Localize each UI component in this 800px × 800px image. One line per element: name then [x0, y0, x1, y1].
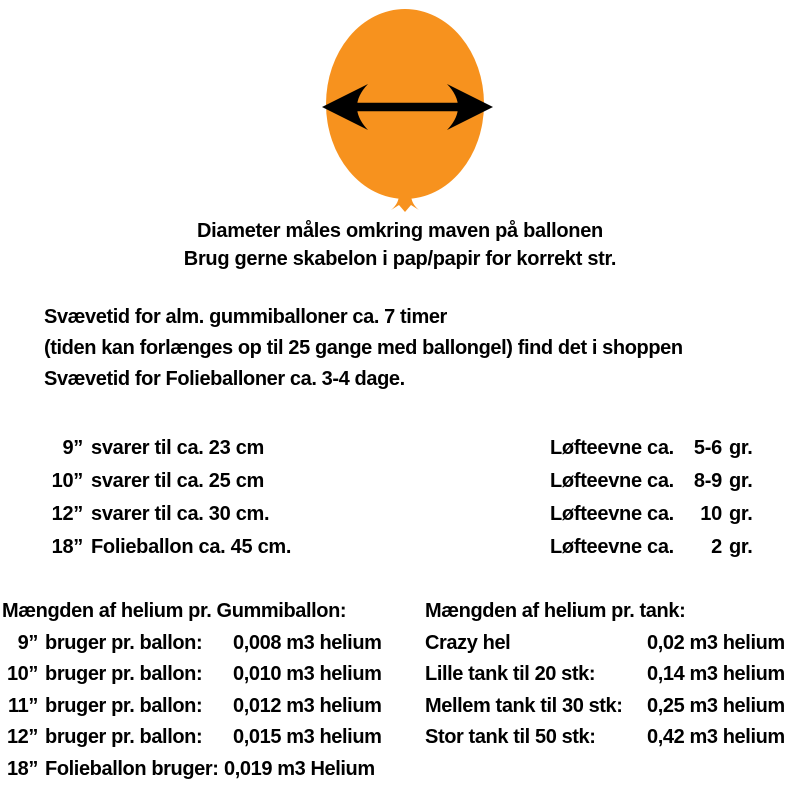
- balloon-size-inches: 12”: [6, 726, 38, 748]
- helium-tank-row: [425, 659, 785, 691]
- helium-per-tank-title: Mængden af helium pr. tank:: [425, 600, 686, 622]
- lift-capacity: [550, 432, 753, 465]
- lift-label: Løfteevne ca.: [550, 470, 674, 492]
- lift-capacity: [550, 498, 753, 531]
- lift-value: 5-6: [693, 437, 722, 459]
- float-time-info: [44, 302, 683, 395]
- lift-value: 2: [711, 536, 722, 558]
- helium-balloon-row: [2, 754, 375, 786]
- lift-capacity: [550, 465, 753, 498]
- lift-value: 8-9: [693, 470, 722, 492]
- size-lift-table: [45, 432, 780, 564]
- lift-unit: gr.: [728, 503, 753, 525]
- helium-tank-row: [425, 628, 785, 660]
- helium-usage-value: 0,008 m3 helium: [233, 631, 382, 654]
- helium-balloon-row: [2, 628, 382, 660]
- float-time-line-1: Svævetid for alm. gummiballoner ca. 7 timer: [44, 306, 447, 328]
- caption-line-1: Diameter måles omkring maven på ballonen: [197, 220, 603, 242]
- size-row: [45, 465, 780, 498]
- float-time-line-3: Svævetid for Folieballoner ca. 3-4 dage.: [44, 368, 405, 390]
- balloon-size-inches: 9”: [17, 631, 38, 654]
- tank-helium-value: 0,02 m3 helium: [647, 631, 785, 654]
- tank-helium-value: 0,25 m3 helium: [647, 694, 785, 717]
- balloon-size-inches: 10”: [51, 470, 83, 492]
- lift-label: Løfteevne ca.: [550, 437, 674, 459]
- helium-per-tank-section: [425, 596, 785, 754]
- tank-label: Lille tank til 20 stk:: [425, 663, 596, 685]
- helium-usage-label: bruger pr. ballon:: [45, 726, 203, 748]
- size-row: [45, 498, 780, 531]
- helium-tank-row: [425, 722, 785, 754]
- tank-label: Stor tank til 50 stk:: [425, 726, 596, 748]
- helium-usage-label: bruger pr. ballon:: [45, 694, 203, 717]
- helium-usage-label: Folieballon bruger:: [45, 757, 219, 780]
- balloon-size-desc: svarer til ca. 25 cm: [91, 470, 265, 492]
- helium-usage-value: 0,019 m3 Helium: [224, 757, 375, 780]
- helium-usage-label: bruger pr. ballon:: [45, 663, 203, 685]
- helium-usage-value: 0,015 m3 helium: [233, 726, 382, 748]
- helium-per-balloon-title: Mængden af helium pr. Gummiballon:: [2, 600, 347, 622]
- lift-value: 10: [700, 503, 722, 525]
- lift-label: Løfteevne ca.: [550, 503, 674, 525]
- tank-helium-value: 0,14 m3 helium: [647, 663, 785, 685]
- tank-label: Mellem tank til 30 stk:: [425, 694, 623, 717]
- balloon-size-inches: 12”: [51, 503, 83, 525]
- helium-usage-label: bruger pr. ballon:: [45, 631, 203, 654]
- lift-unit: gr.: [728, 536, 753, 558]
- float-time-line-2: (tiden kan forlænges op til 25 gange med ballongel) find det i shoppen: [44, 337, 683, 359]
- caption-line-2: Brug gerne skabelon i pap/papir for korrekt str.: [183, 248, 617, 270]
- tank-helium-value: 0,42 m3 helium: [647, 726, 785, 748]
- helium-per-balloon-section: [2, 596, 382, 785]
- lift-capacity: [550, 531, 753, 564]
- diameter-caption: [0, 217, 800, 273]
- lift-unit: gr.: [728, 437, 753, 459]
- lift-unit: gr.: [728, 470, 753, 492]
- balloon-size-inches: 9”: [62, 437, 83, 459]
- helium-tank-row: [425, 691, 785, 723]
- balloon-size-inches: 18”: [6, 757, 38, 780]
- balloon-size-inches: 10”: [6, 663, 38, 685]
- helium-usage-value: 0,012 m3 helium: [233, 694, 382, 717]
- balloon-graphic: [0, 0, 800, 215]
- lift-label: Løfteevne ca.: [550, 536, 674, 558]
- helium-balloon-row: [2, 722, 382, 754]
- helium-balloon-row: [2, 659, 382, 691]
- size-row: [45, 432, 780, 465]
- balloon-size-desc: Folieballon ca. 45 cm.: [91, 536, 292, 558]
- balloon-size-desc: svarer til ca. 23 cm: [91, 437, 265, 459]
- balloon-size-inches: 11”: [8, 694, 38, 717]
- size-row: [45, 531, 780, 564]
- balloon-size-desc: svarer til ca. 30 cm.: [91, 503, 270, 525]
- helium-usage-value: 0,010 m3 helium: [233, 663, 382, 685]
- balloon-size-inches: 18”: [51, 536, 83, 558]
- tank-label: Crazy hel: [425, 631, 511, 654]
- helium-balloon-row: [2, 691, 382, 723]
